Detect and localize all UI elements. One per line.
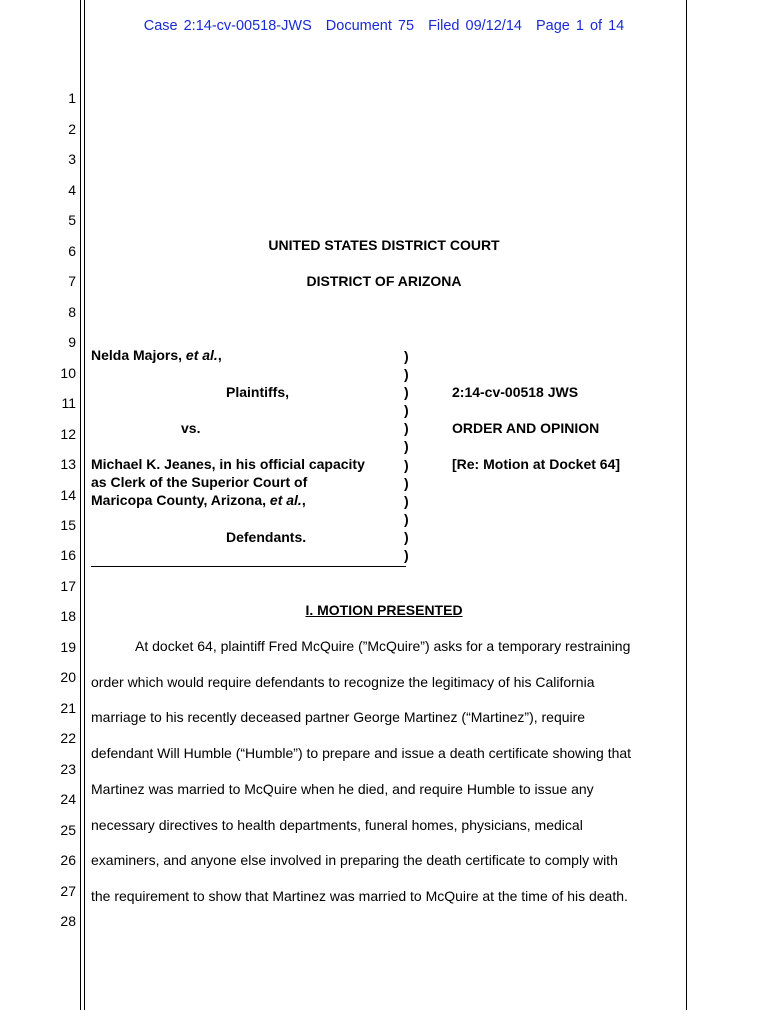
document-title: ORDER AND OPINION — [452, 420, 600, 436]
line-number: 27 — [60, 883, 76, 899]
case-number-header: Case 2:14-cv-00518-JWS — [143, 18, 312, 34]
line-number: 28 — [60, 913, 76, 929]
line-number: 10 — [60, 365, 76, 381]
line-number: 11 — [61, 395, 76, 411]
plaintiffs-label: Plaintiffs, — [226, 384, 290, 400]
body-text-line: the requirement to show that Martinez was married to McQuire at the time of his death. — [91, 888, 628, 904]
line-number: 18 — [60, 608, 76, 624]
et-al-italic: et al. — [269, 492, 302, 508]
defendants-label: Defendants. — [226, 529, 307, 545]
line-number: 9 — [68, 334, 76, 350]
line-number: 4 — [68, 182, 76, 198]
line-number: 23 — [60, 761, 76, 777]
plaintiff-name: Nelda Majors, et al., — [91, 347, 222, 363]
line-number: 7 — [68, 273, 76, 289]
body-text-line: order which would require defendants to recognize the legitimacy of his California — [91, 674, 595, 690]
line-number: 17 — [60, 578, 76, 594]
line-number: 6 — [68, 243, 76, 259]
court-name: UNITED STATES DISTRICT COURT — [268, 237, 500, 253]
line-number: 21 — [60, 700, 76, 716]
line-number: 8 — [68, 304, 76, 320]
versus-label: vs. — [181, 420, 201, 436]
line-number: 19 — [60, 639, 76, 655]
defendant-line-1: Michael K. Jeanes, in his official capacity — [91, 456, 365, 472]
line-number: 5 — [68, 212, 76, 228]
line-number: 26 — [60, 852, 76, 868]
document-number-header: Document 75 — [325, 18, 415, 34]
line-number: 24 — [60, 791, 76, 807]
court-district: DISTRICT OF ARIZONA — [306, 273, 462, 289]
line-number: 3 — [68, 151, 76, 167]
line-number: 20 — [60, 669, 76, 685]
left-margin-rule-inner — [84, 0, 85, 1010]
body-text-line: examiners, and anyone else involved in preparing the death certificate to comply with — [91, 852, 618, 868]
line-number: 22 — [60, 730, 76, 746]
section-heading: I. MOTION PRESENTED — [305, 602, 463, 618]
case-number: 2:14-cv-00518 JWS — [452, 384, 579, 400]
left-margin-rule — [80, 0, 81, 1010]
body-text-line: Martinez was married to McQuire when he died, and require Humble to issue any — [91, 781, 594, 797]
body-text-line: At docket 64, plaintiff Fred McQuire (”McQuire”) asks for a temporary restraining — [135, 638, 631, 654]
defendant-line-3: Maricopa County, Arizona, et al., — [91, 492, 306, 508]
right-margin-rule — [686, 0, 687, 1010]
line-number: 13 — [60, 456, 76, 472]
body-text-line: marriage to his recently deceased partner George Martinez (“Martinez”), require — [91, 709, 586, 725]
filing-header — [0, 18, 768, 34]
et-al-italic: et al. — [185, 347, 218, 363]
line-number: 25 — [60, 822, 76, 838]
page-number-header: Page 1 of 14 — [536, 18, 625, 34]
caption-underline — [91, 566, 406, 567]
line-number: 12 — [60, 426, 76, 442]
line-number: 14 — [60, 487, 76, 503]
motion-reference: [Re: Motion at Docket 64] — [452, 456, 621, 472]
line-number: 1 — [68, 90, 76, 106]
body-text-line: necessary directives to health departments, funeral homes, physicians, medical — [91, 817, 583, 833]
defendant-line-2: as Clerk of the Superior Court of — [91, 474, 308, 490]
caption-parentheses: ) ) ) ) ) ) ) ) ) ) ) ) — [404, 348, 409, 564]
body-text-line: defendant Will Humble (“Humble”) to prepare and issue a death certificate showing that — [91, 745, 632, 761]
line-number: 16 — [60, 547, 76, 563]
line-number: 2 — [68, 121, 76, 137]
filed-date-header: Filed 09/12/14 — [428, 18, 522, 34]
line-number: 15 — [60, 517, 76, 533]
